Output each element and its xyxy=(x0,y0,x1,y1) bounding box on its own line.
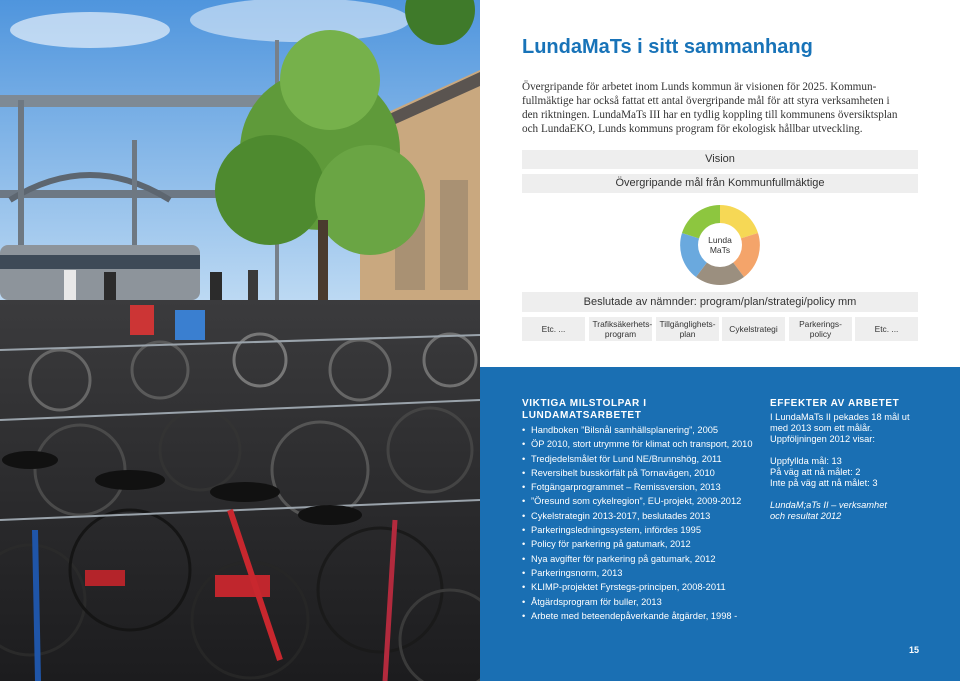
council-goals-bar: Övergripande mål från Kommunfullmäktige xyxy=(522,174,918,193)
effects-heading: EFFEKTER AV ARBETET xyxy=(770,398,900,409)
policy-label: Trafiksäkerhets- program xyxy=(592,319,653,339)
list-item: • Handboken ”Bilsnål samhällsplanering”, 2005 xyxy=(522,423,753,437)
list-item: • Policy för parkering på gatumark, 2012 xyxy=(522,537,753,551)
info-panel xyxy=(480,367,960,681)
policy-label: Tillgänglighets- plan xyxy=(659,319,716,339)
list-item: • Cykelstrategin 2013-2017, beslutades 2013 xyxy=(522,509,753,523)
list-item: • ”Öresund som cykelregion”, EU-projekt, 2009-2012 xyxy=(522,494,753,508)
result-line: Inte på väg att nå målet: 3 xyxy=(770,478,878,488)
intro-paragraph xyxy=(522,80,922,136)
result-line: Uppfyllda mål: 13 xyxy=(770,456,842,466)
page-title: LundaMaTs i sitt sammanhang xyxy=(522,36,813,58)
list-item: • Fotgängarprogrammet – Remissversion, 2013 xyxy=(522,480,753,494)
board-decisions-bar: Beslutade av nämnder: program/plan/strategi/policy mm xyxy=(522,292,918,312)
policy-box-etc-left: Etc. ... xyxy=(522,317,585,341)
effects-note: LundaM;aTs II – verksamhet och resultat 2012 xyxy=(770,500,887,521)
wheel-center-label: MaTs xyxy=(709,245,731,255)
intro-line: och LundaEKO, Lunds kommuns program för ekologisk hållbar utveckling. xyxy=(522,123,863,135)
list-item: • Parkeringsnorm, 2013 xyxy=(522,566,753,580)
lundamats-wheel-diagram xyxy=(679,204,761,286)
vision-bar: Vision xyxy=(522,150,918,169)
list-item: • Tredjedelsmålet för Lund NE/Brunnshög, 2011 xyxy=(522,452,753,466)
policy-box-accessibility xyxy=(656,317,719,341)
policy-box-parking xyxy=(789,317,852,341)
intro-line: fullmäktige har också fattat ett antal övergripande mål för att styra verksamheten i xyxy=(522,95,890,107)
effects-paragraph: I LundaMaTs II pekades 18 mål ut med 2013 som ett målår. Uppföljningen 2012 visar: xyxy=(770,412,910,444)
overview-section xyxy=(480,0,960,367)
policy-box-cycling-strategy: Cykelstrategi xyxy=(722,317,785,341)
policy-box-traffic-safety xyxy=(589,317,652,341)
intro-line: Övergripande för arbetet inom Lunds kommun är visionen för 2025. Kommun- xyxy=(522,81,877,93)
milestones-heading: VIKTIGA MILSTOLPAR I LUNDAMATSARBETET xyxy=(522,398,647,421)
list-item: • Arbete med beteendepåverkande åtgärder, 1998 - xyxy=(522,609,753,623)
effects-results xyxy=(770,456,878,489)
milestones-list xyxy=(522,423,753,623)
result-line: På väg att nå målet: 2 xyxy=(770,467,861,477)
page-number: 15 xyxy=(909,645,920,655)
list-item: • Parkeringsledningssystem, infördes 1995 xyxy=(522,523,753,537)
policy-box-etc-right: Etc. ... xyxy=(855,317,918,341)
intro-line: den riktningen. LundaMaTs III har en tydlig koppling till kommunens översiktsplan xyxy=(522,109,898,121)
list-item: • Nya avgifter för parkering på gatumark, 2012 xyxy=(522,552,753,566)
policy-label: Parkerings- policy xyxy=(799,319,842,339)
wheel-center-label: Lunda xyxy=(708,235,732,245)
list-item: • Åtgärdsprogram för buller, 2013 xyxy=(522,595,753,609)
list-item: • KLIMP-projektet Fyrstegs-principen, 2008-2011 xyxy=(522,580,753,594)
list-item: • Reversibelt busskörfält på Tornavägen, 2010 xyxy=(522,466,753,480)
list-item: • ÖP 2010, stort utrymme för klimat och transport, 2010 xyxy=(522,437,753,451)
